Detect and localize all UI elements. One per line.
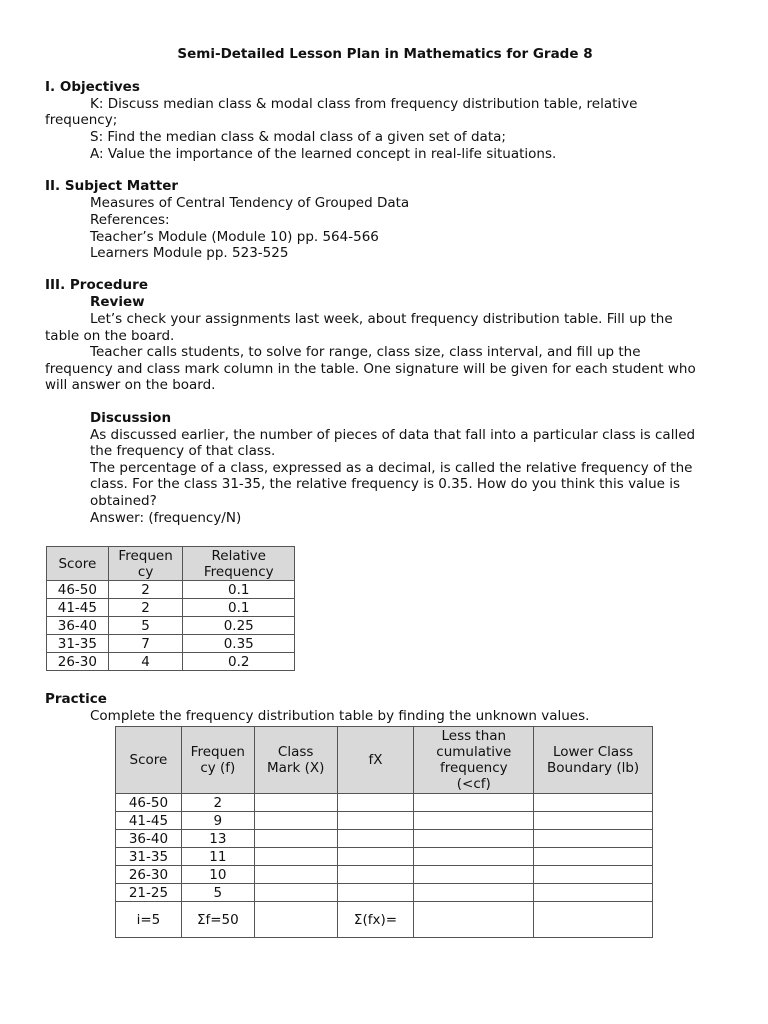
cell-fx <box>337 812 414 830</box>
cell-score: 31-35 <box>116 848 182 866</box>
cell-frequency: 5 <box>181 884 254 902</box>
cell-cumulative <box>414 812 534 830</box>
cell-fx <box>337 794 414 812</box>
cell-class-mark <box>254 866 337 884</box>
header-fx: fX <box>337 727 414 794</box>
cell-lower-boundary <box>534 848 653 866</box>
cell-score: 31-35 <box>47 635 109 653</box>
objectives-heading: I. Objectives <box>45 79 140 95</box>
cell-class-mark <box>254 884 337 902</box>
objective-a: A: Value the importance of the learned concept in real-life situations. <box>90 146 557 162</box>
header-cumulative-frequency: Less than cumulative frequency (<cf) <box>414 727 534 794</box>
cell-relative-frequency: 0.2 <box>183 653 295 671</box>
cell-relative-frequency: 0.1 <box>183 581 295 599</box>
review-p2-line3: will answer on the board. <box>45 377 216 393</box>
table-row <box>47 653 295 671</box>
practice-heading: Practice <box>45 691 107 707</box>
table-row <box>47 617 295 635</box>
reference-teacher: Teacher’s Module (Module 10) pp. 564-566 <box>90 229 379 245</box>
discussion-heading: Discussion <box>90 410 172 426</box>
cell-lower-boundary <box>534 794 653 812</box>
cell-relative-frequency: 0.1 <box>183 599 295 617</box>
relative-frequency-table <box>46 546 295 671</box>
table-header-row <box>47 547 295 581</box>
header-frequency: Frequen cy <box>108 547 183 581</box>
discussion-p2-line1: The percentage of a class, expressed as a decimal, is called the relative frequency of the <box>90 460 693 476</box>
cell-empty <box>414 902 534 938</box>
table-row <box>116 866 653 884</box>
table-row <box>116 848 653 866</box>
cell-fx <box>337 884 414 902</box>
cell-score: 21-25 <box>116 884 182 902</box>
procedure-heading: III. Procedure <box>45 277 148 293</box>
review-p2-line2: frequency and class mark column in the table. One signature will be given for each student who <box>45 361 696 377</box>
table-header-row <box>116 727 653 794</box>
discussion-p1-line1: As discussed earlier, the number of pieces of data that fall into a particular class is called <box>90 427 696 443</box>
cell-frequency: 9 <box>181 812 254 830</box>
review-heading: Review <box>90 294 145 310</box>
cell-frequency: 4 <box>108 653 183 671</box>
cell-class-mark <box>254 794 337 812</box>
table-row <box>116 830 653 848</box>
discussion-p1-line2: the frequency of that class. <box>90 443 276 459</box>
cell-lower-boundary <box>534 884 653 902</box>
discussion-p2-line2: class. For the class 31-35, the relative frequency is 0.35. How do you think this value is <box>90 476 681 492</box>
cell-lower-boundary <box>534 830 653 848</box>
table-row <box>47 581 295 599</box>
cell-empty <box>254 902 337 938</box>
cell-cumulative <box>414 830 534 848</box>
cell-frequency: 13 <box>181 830 254 848</box>
cell-frequency: 11 <box>181 848 254 866</box>
cell-frequency: 2 <box>181 794 254 812</box>
cell-score: 36-40 <box>116 830 182 848</box>
cell-frequency: 7 <box>108 635 183 653</box>
practice-instruction: Complete the frequency distribution table by finding the unknown values. <box>90 708 590 724</box>
cell-fx <box>337 830 414 848</box>
header-frequency: Frequen cy (f) <box>181 727 254 794</box>
table-row <box>116 884 653 902</box>
cell-lower-boundary <box>534 812 653 830</box>
cell-relative-frequency: 0.35 <box>183 635 295 653</box>
objective-k-line2: frequency; <box>45 112 118 128</box>
cell-sum-f: Σf=50 <box>181 902 254 938</box>
cell-frequency: 10 <box>181 866 254 884</box>
table-row <box>47 599 295 617</box>
cell-relative-frequency: 0.25 <box>183 617 295 635</box>
header-lower-boundary: Lower Class Boundary (lb) <box>534 727 653 794</box>
reference-learner: Learners Module pp. 523-525 <box>90 245 289 261</box>
table-row <box>47 635 295 653</box>
cell-score: 36-40 <box>47 617 109 635</box>
cell-cumulative <box>414 794 534 812</box>
cell-cumulative <box>414 866 534 884</box>
cell-frequency: 5 <box>108 617 183 635</box>
table-row <box>116 812 653 830</box>
cell-lower-boundary <box>534 866 653 884</box>
page-title: Semi-Detailed Lesson Plan in Mathematics for Grade 8 <box>177 46 593 62</box>
discussion-answer: Answer: (frequency/N) <box>90 510 242 526</box>
cell-score: 41-45 <box>47 599 109 617</box>
objective-k-line1: K: Discuss median class & modal class from frequency distribution table, relative <box>90 96 638 112</box>
table-footer-row <box>116 902 653 938</box>
cell-class-mark <box>254 830 337 848</box>
cell-fx <box>337 848 414 866</box>
table-row <box>116 794 653 812</box>
cell-score: 26-30 <box>116 866 182 884</box>
header-score: Score <box>116 727 182 794</box>
cell-cumulative <box>414 884 534 902</box>
cell-score: 46-50 <box>47 581 109 599</box>
review-p1-line1: Let’s check your assignments last week, about frequency distribution table. Fill up the <box>90 311 673 327</box>
cell-score: 46-50 <box>116 794 182 812</box>
cell-class-size: i=5 <box>116 902 182 938</box>
cell-score: 26-30 <box>47 653 109 671</box>
header-relative-frequency: Relative Frequency <box>183 547 295 581</box>
cell-frequency: 2 <box>108 599 183 617</box>
cell-cumulative <box>414 848 534 866</box>
cell-frequency: 2 <box>108 581 183 599</box>
cell-empty <box>534 902 653 938</box>
cell-class-mark <box>254 812 337 830</box>
practice-frequency-table <box>115 726 653 938</box>
cell-sum-fx: Σ(fx)= <box>337 902 414 938</box>
cell-fx <box>337 866 414 884</box>
discussion-p2-line3: obtained? <box>90 493 157 509</box>
header-class-mark: Class Mark (X) <box>254 727 337 794</box>
review-p1-line2: table on the board. <box>45 328 175 344</box>
references-label: References: <box>90 212 170 228</box>
review-p2-line1: Teacher calls students, to solve for range, class size, class interval, and fill up the <box>90 344 641 360</box>
subject-topic: Measures of Central Tendency of Grouped Data <box>90 195 410 211</box>
subject-heading: II. Subject Matter <box>45 178 179 194</box>
objective-s: S: Find the median class & modal class of a given set of data; <box>90 129 506 145</box>
cell-score: 41-45 <box>116 812 182 830</box>
header-score: Score <box>47 547 109 581</box>
cell-class-mark <box>254 848 337 866</box>
